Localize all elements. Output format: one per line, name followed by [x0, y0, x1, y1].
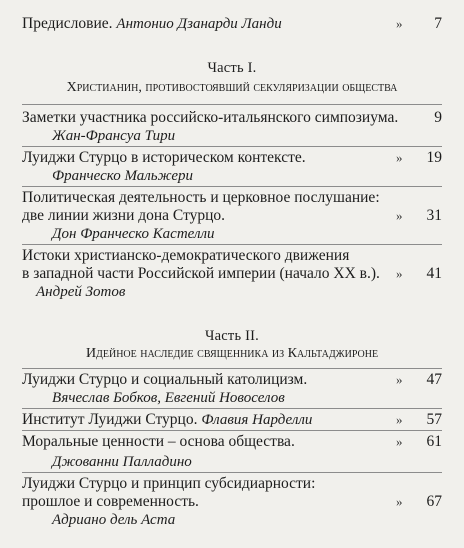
preface-page-number: 7 — [434, 15, 442, 32]
toc-entry-author: Адриано дель Аста — [52, 512, 176, 528]
toc-guillemet: » — [396, 372, 403, 387]
toc-entry-title-line-2: прошлое и современность. — [22, 493, 199, 510]
part-2-label: Часть II. — [205, 328, 259, 344]
toc-entry-title-line-2: в западной части Российской империи (начало XX в.). — [22, 265, 380, 282]
divider — [22, 186, 442, 187]
toc-entry-title: Луиджи Стурцо и принцип субсидиарности: — [22, 475, 316, 492]
toc-page-number: 61 — [426, 433, 442, 450]
toc-page-number: 19 — [426, 149, 442, 166]
toc-page-number: 41 — [426, 265, 442, 282]
divider — [22, 368, 442, 369]
toc-entry-title: Истоки христианско-демократического движения — [22, 247, 350, 264]
toc-entry-title: Луиджи Стурцо и социальный католицизм. — [22, 371, 308, 388]
toc-entry-title: Луиджи Стурцо в историческом контексте. — [22, 149, 306, 166]
toc-guillemet: » — [396, 266, 403, 281]
toc-guillemet: » — [396, 494, 403, 509]
toc-entry-title-line-2: две линии жизни дона Стурцо. — [22, 207, 226, 224]
toc-entry-title-text: Институт Луиджи Стурцо. — [22, 411, 198, 428]
toc-guillemet: » — [396, 208, 403, 223]
toc-page-number: 9 — [434, 109, 442, 126]
toc-page-number: 57 — [426, 411, 442, 428]
toc-entry-author: Джованни Палладино — [52, 454, 192, 470]
divider — [22, 104, 442, 105]
toc-entry-author: Флавия Нарделли — [201, 412, 313, 428]
toc-entry-author: Дон Франческо Кастелли — [52, 226, 215, 242]
preface-guillemet: » — [396, 16, 403, 31]
toc-entry-title: Заметки участника российско-итальянского симпозиума. — [22, 109, 399, 126]
part-2-heading: Идейное наследие священника из Кальтаджироне — [85, 346, 379, 361]
toc-entry-author: Франческо Мальжери — [52, 168, 194, 184]
divider — [22, 408, 442, 409]
toc-entry-title: Политическая деятельность и церковное послушание: — [22, 189, 380, 206]
toc-guillemet: » — [396, 412, 403, 427]
toc-guillemet: » — [396, 434, 403, 449]
preface-title: Предисловие. — [22, 15, 113, 32]
preface-entry — [22, 14, 282, 34]
toc-entry-title — [22, 410, 312, 430]
divider — [22, 430, 442, 431]
toc-entry-author: Жан-Франсуа Тири — [52, 128, 176, 144]
divider — [22, 244, 442, 245]
divider — [22, 146, 442, 147]
part-1-label: Часть I. — [207, 60, 257, 76]
preface-author: Антонио Дзанарди Ланди — [116, 16, 282, 32]
part-1-heading: Христианин, противостоявший секуляризации общества — [66, 80, 398, 95]
toc-entry-author: Андрей Зотов — [36, 284, 126, 300]
toc-entry-author: Вячеслав Бобков, Евгений Новоселов — [52, 390, 285, 406]
toc-page-number: 47 — [426, 371, 442, 388]
divider — [22, 472, 442, 473]
toc-page-number: 31 — [426, 207, 442, 224]
toc-guillemet: » — [396, 150, 403, 165]
toc-page-number: 67 — [426, 493, 442, 510]
toc-entry-title: Моральные ценности – основа общества. — [22, 433, 295, 450]
